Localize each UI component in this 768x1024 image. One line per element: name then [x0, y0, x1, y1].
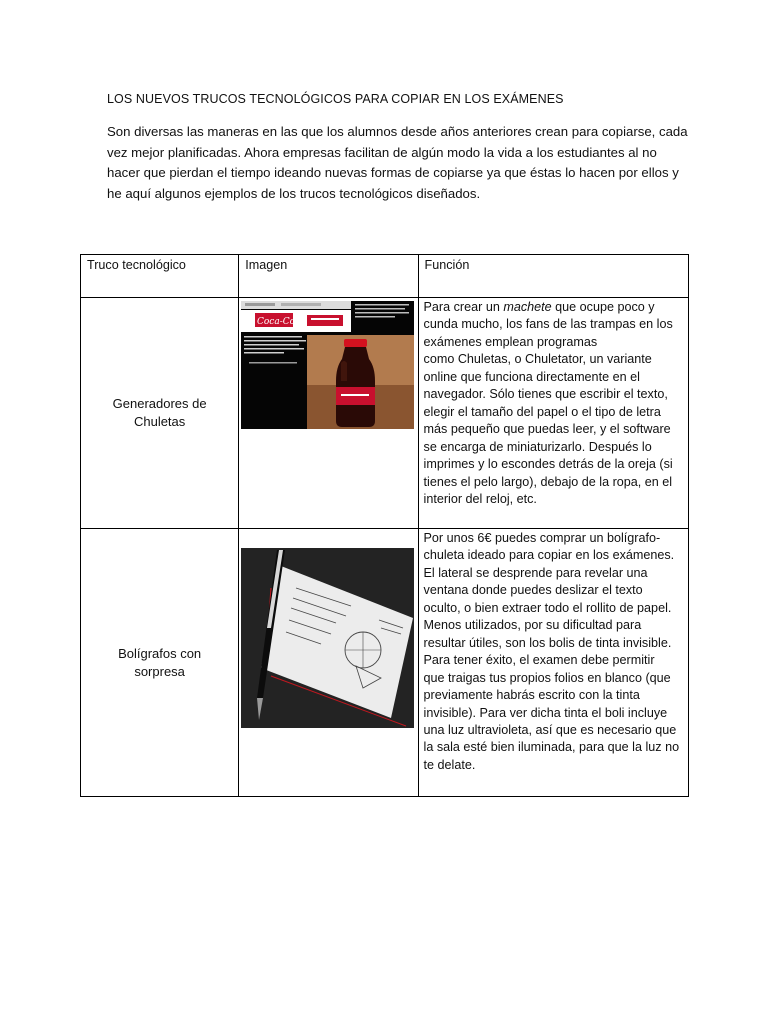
function-line: la sala esté bien iluminada, para que la luz no — [423, 740, 680, 755]
function-line: Por unos 6€ puedes comprar un bolígrafo- — [423, 531, 661, 545]
intro-paragraph — [107, 122, 688, 204]
coca-cola-logo: Coca-Cola — [257, 317, 304, 327]
function-line: Menos utilizados, por su dificultad para — [423, 618, 642, 633]
function-line: previamente habrás escrito con la tinta — [423, 688, 640, 703]
trick-image-cell — [239, 298, 418, 529]
function-line: que traigas tus propios folios en blanco (que — [423, 670, 671, 685]
cheat-pen-image — [241, 548, 414, 728]
trick-function-cell — [418, 529, 688, 797]
header-imagen: Imagen — [239, 255, 418, 298]
function-line: interior del reloj, etc. — [423, 491, 537, 506]
function-line: ventana donde puedes deslizar el texto — [423, 583, 643, 598]
function-line: una luz ultravioleta, así que es necesario que — [423, 722, 677, 737]
function-line: chuleta ideado para copiar en los exámenes. — [423, 548, 675, 563]
document-title: LOS NUEVOS TRUCOS TECNOLÓGICOS PARA COPIAR EN LOS EXÁMENES — [107, 92, 564, 106]
function-line: El lateral se desprende para revelar una — [423, 565, 648, 580]
tricks-table — [80, 254, 689, 797]
function-line: oculto, o bien extraer todo el rollito de papel. — [423, 600, 672, 615]
trick-function-cell — [418, 298, 688, 529]
function-line: Para tener éxito, el examen debe permitir — [423, 653, 655, 668]
function-line: navegador. Sólo tienes que escribir el texto, — [423, 387, 668, 402]
table-row — [81, 529, 689, 797]
trick-image-cell — [239, 529, 418, 797]
function-line: como Chuletas, o Chuletator, un variante — [423, 352, 652, 367]
trick-name-cell — [81, 298, 239, 529]
header-truco: Truco tecnológico — [81, 255, 239, 298]
function-line: exámenes emplean programas — [423, 334, 598, 349]
function-line: te delate. — [423, 757, 476, 772]
trick-name-cell — [81, 529, 239, 797]
function-line: Para crear un machete que ocupe poco y — [423, 300, 655, 314]
trick-name-line: Chuletas — [133, 414, 186, 429]
function-line: invisible). Para ver dicha tinta el boli incluye — [423, 705, 668, 720]
intro-line: hacer que pierdan el tiempo ideando nuevas formas de copiarse ya que éstas lo hacen por ellos y — [107, 165, 679, 181]
trick-name-line: Bolígrafos con — [118, 645, 202, 661]
trick-name-line: Generadores de — [112, 396, 207, 411]
header-funcion: Función — [418, 255, 688, 298]
chuletas-generator-image — [241, 301, 414, 429]
function-line: elegir el tamaño del papel o el tipo de letra — [423, 404, 661, 419]
table-header-row — [81, 255, 689, 298]
function-line: resultar útiles, son los bolis de tinta invisible. — [423, 635, 672, 650]
function-line: se encarga de miniaturizarlo. Después lo — [423, 439, 652, 454]
function-line: cunda mucho, los fans de las trampas en los — [423, 317, 673, 332]
function-line: imprimes y lo escondes detrás de la oreja (si — [423, 457, 673, 472]
intro-line: he aquí algunos ejemplos de los trucos tecnológicos diseñados. — [107, 185, 481, 201]
intro-line: vez mejor planificadas. Ahora empresas facilitan de algún modo la vida a los estudiantes al no — [107, 144, 657, 160]
trick-name-line: sorpresa — [134, 663, 185, 679]
table-row — [81, 298, 689, 529]
function-line: más pequeño que puedas leer, y el software — [423, 422, 671, 437]
intro-line: Son diversas las maneras en las que los alumnos desde años anteriores crean para copiarse, cada — [107, 124, 688, 139]
function-line: online que funciona directamente en el — [423, 369, 640, 384]
function-line: tienes el pelo largo), debajo de la ropa, en el — [423, 474, 673, 489]
